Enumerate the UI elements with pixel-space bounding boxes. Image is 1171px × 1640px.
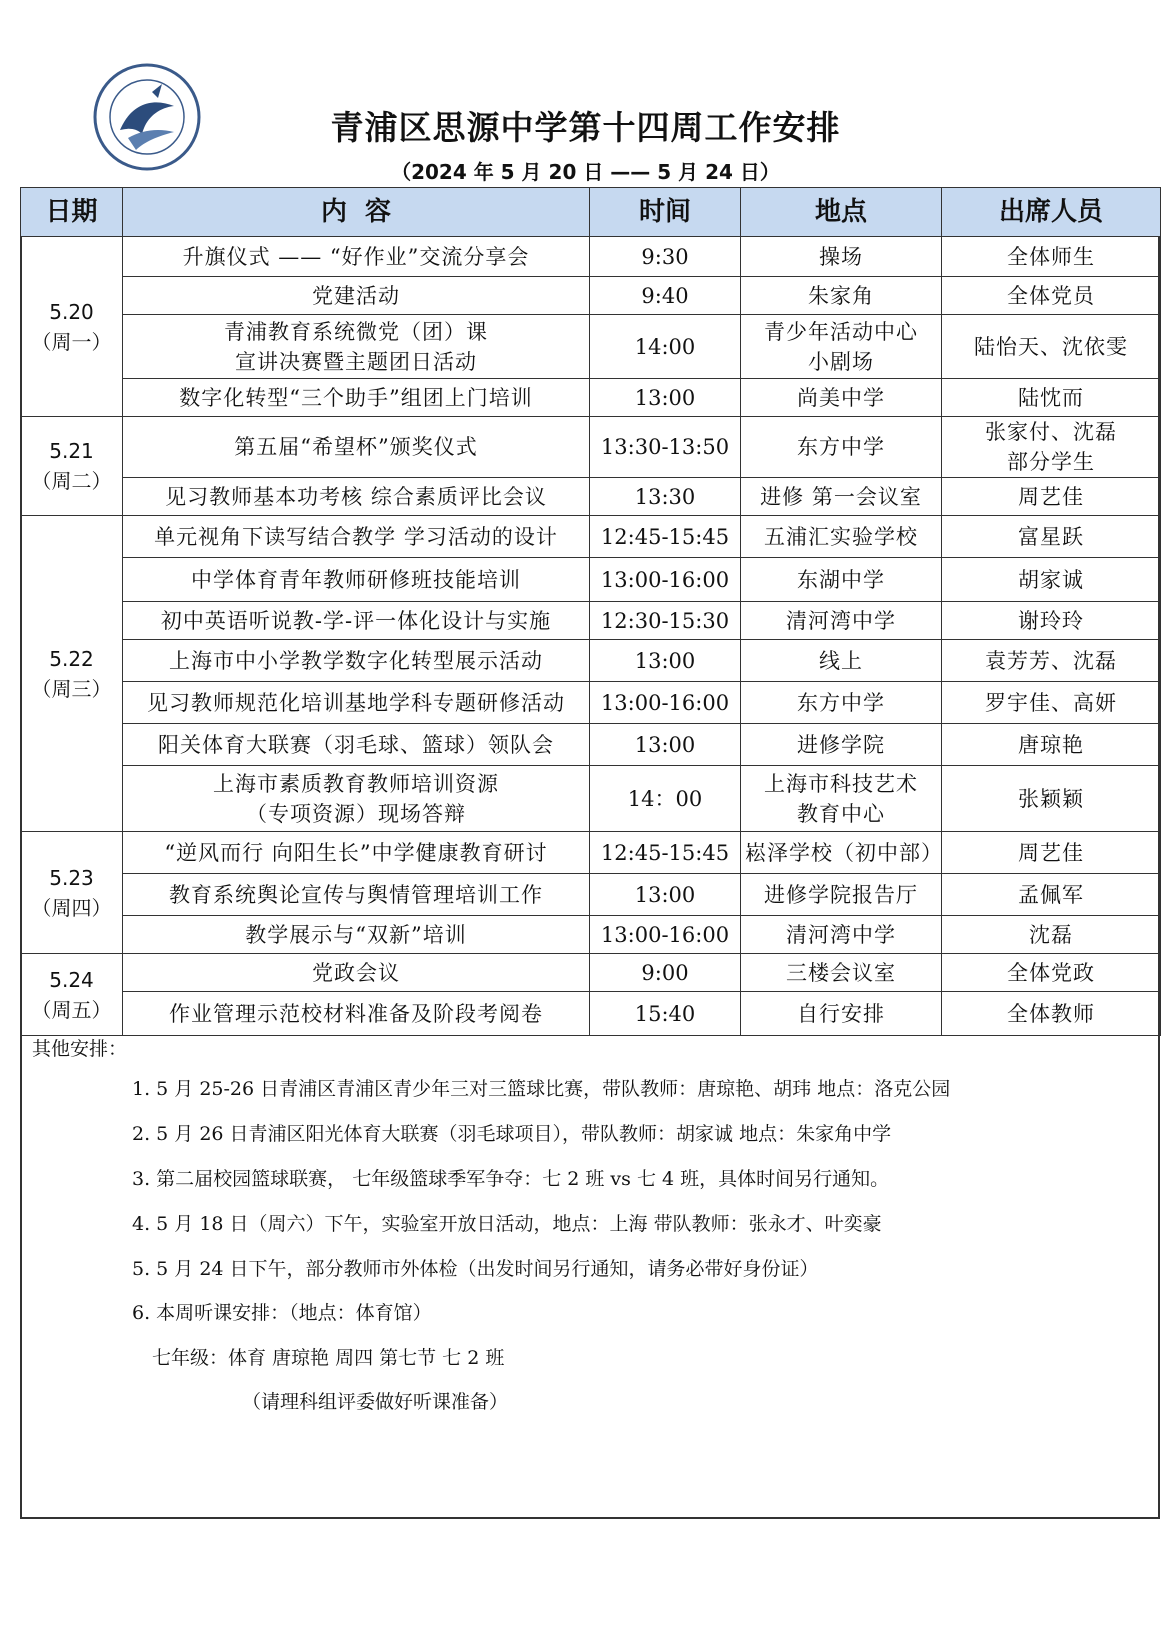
content-cell: 阳关体育大联赛（羽毛球、篮球）领队会	[123, 724, 590, 766]
table-row	[21, 766, 1161, 832]
table-row	[21, 478, 1161, 516]
attendees-cell: 胡家诚	[942, 558, 1161, 602]
content-cell: 党政会议	[123, 954, 590, 992]
other-item: 2. 5 月 26 日青浦区阳光体育大联赛（羽毛球项目），带队教师：胡家诚 地点：朱家角中学	[132, 1123, 892, 1145]
content-cell: 单元视角下读写结合教学 学习活动的设计	[123, 516, 590, 558]
date-label: 5.23	[49, 865, 94, 890]
time-cell: 13:00	[590, 379, 741, 417]
attendees-cell: 罗宇佳、高妍	[942, 682, 1161, 724]
place-cell: 崧泽学校（初中部）	[741, 832, 942, 874]
date-cell	[21, 516, 123, 832]
date-label: 5.21	[49, 439, 94, 463]
weekday-label: （周五）	[31, 997, 112, 1022]
table-row	[21, 724, 1161, 766]
other-item: 5. 5 月 24 日下午，部分教师市外体检（出发时间另行通知，请务必带好身份证）	[132, 1258, 819, 1280]
date-cell	[21, 417, 123, 516]
attendees-cell: 张颖颖	[942, 766, 1161, 832]
time-cell: 14:00	[590, 315, 741, 379]
table-row	[21, 277, 1161, 315]
date-label: 5.20	[49, 299, 94, 324]
attendees-cell: 陆怡天、沈依雯	[942, 315, 1161, 379]
table-row	[21, 417, 1161, 478]
time-cell: 13:30-13:50	[590, 417, 741, 478]
content-cell: 党建活动	[123, 277, 590, 315]
place-cell: 操场	[741, 237, 942, 277]
date-cell	[21, 954, 123, 1036]
place-cell: 东方中学	[741, 417, 942, 478]
table-row	[21, 832, 1161, 874]
attendees-cell: 孟佩军	[942, 874, 1161, 916]
table-row	[21, 237, 1161, 277]
place-cell: 朱家角	[741, 277, 942, 315]
col-header-time: 时间	[590, 188, 741, 237]
place-cell: 清河湾中学	[741, 916, 942, 954]
other-item: 1. 5 月 25-26 日青浦区青浦区青少年三对三篮球比赛，带队教师：唐琼艳、胡玮 地点：洛克公园	[132, 1078, 951, 1100]
time-cell: 9:30	[590, 237, 741, 277]
time-cell: 13:00	[590, 640, 741, 682]
place-cell: 进修 第一会议室	[741, 478, 942, 516]
listening-class-line: 七年级：体育 唐琼艳 周四 第七节 七 2 班	[152, 1347, 505, 1369]
place-cell: 尚美中学	[741, 379, 942, 417]
table-row	[21, 516, 1161, 558]
content-cell: 升旗仪式 —— “好作业”交流分享会	[123, 237, 590, 277]
content-cell: 上海市素质教育教师培训资源 （专项资源）现场答辩	[123, 766, 590, 832]
table-row	[21, 682, 1161, 724]
place-cell: 五浦汇实验学校	[741, 516, 942, 558]
other-item: 4. 5 月 18 日（周六）下午，实验室开放日活动，地点：上海 带队教师：张永才、叶奕豪	[132, 1213, 882, 1235]
place-cell: 东方中学	[741, 682, 942, 724]
weekday-label: （周一）	[31, 329, 112, 354]
col-header-date: 日期	[21, 188, 123, 237]
other-heading: 其他安排：	[32, 1038, 128, 1060]
date-label: 5.22	[49, 646, 94, 671]
attendees-cell: 全体党政	[942, 954, 1161, 992]
time-cell: 9:00	[590, 954, 741, 992]
place-cell: 进修学院报告厅	[741, 874, 942, 916]
attendees-cell: 陆忱而	[942, 379, 1161, 417]
content-cell: 第五届“希望杯”颁奖仪式	[123, 417, 590, 478]
place-cell: 清河湾中学	[741, 602, 942, 640]
content-cell: 教育系统舆论宣传与舆情管理培训工作	[123, 874, 590, 916]
place-cell: 青少年活动中心 小剧场	[741, 315, 942, 379]
listening-class-note: （请理科组评委做好听课准备）	[242, 1391, 509, 1413]
other-item: 3. 第二届校园篮球联赛， 七年级篮球季军争夺：七 2 班 vs 七 4 班，具体时间另行通知。	[132, 1168, 890, 1190]
time-cell: 14：00	[590, 766, 741, 832]
table-row	[21, 916, 1161, 954]
table-row	[21, 874, 1161, 916]
time-cell: 13:00-16:00	[590, 558, 741, 602]
table-row	[21, 558, 1161, 602]
content-cell: 中学体育青年教师研修班技能培训	[123, 558, 590, 602]
table-row	[21, 640, 1161, 682]
date-label: 5.24	[49, 967, 94, 992]
place-cell: 进修学院	[741, 724, 942, 766]
col-header-content: 内 容	[123, 188, 590, 237]
attendees-cell: 周艺佳	[942, 478, 1161, 516]
time-cell: 12:45-15:45	[590, 516, 741, 558]
attendees-cell: 袁芳芳、沈磊	[942, 640, 1161, 682]
attendees-cell: 唐琼艳	[942, 724, 1161, 766]
attendees-cell: 沈磊	[942, 916, 1161, 954]
attendees-cell: 全体师生	[942, 237, 1161, 277]
date-cell	[21, 237, 123, 417]
place-cell: 自行安排	[741, 992, 942, 1036]
content-cell: 教学展示与“双新”培训	[123, 916, 590, 954]
time-cell: 13:00-16:00	[590, 916, 741, 954]
date-cell	[21, 832, 123, 954]
col-header-place: 地点	[741, 188, 942, 237]
weekday-label: （周四）	[31, 895, 112, 920]
weekday-label: （周二）	[31, 469, 112, 493]
page-title: 青浦区思源中学第十四周工作安排	[330, 108, 841, 147]
attendees-cell: 周艺佳	[942, 832, 1161, 874]
attendees-cell: 富星跃	[942, 516, 1161, 558]
other-item: 6. 本周听课安排：（地点：体育馆）	[132, 1302, 432, 1324]
time-cell: 12:45-15:45	[590, 832, 741, 874]
weekday-label: （周三）	[31, 676, 112, 701]
table-row	[21, 992, 1161, 1036]
content-cell: 见习教师基本功考核 综合素质评比会议	[123, 478, 590, 516]
content-cell: 作业管理示范校材料准备及阶段考阅卷	[123, 992, 590, 1036]
time-cell: 13:00	[590, 874, 741, 916]
time-cell: 9:40	[590, 277, 741, 315]
place-cell: 上海市科技艺术 教育中心	[741, 766, 942, 832]
attendees-cell: 谢玲玲	[942, 602, 1161, 640]
time-cell: 13:00-16:00	[590, 682, 741, 724]
table-row	[21, 954, 1161, 992]
date-range: （2024 年 5 月 20 日 —— 5 月 24 日）	[391, 160, 780, 184]
content-cell: 上海市中小学教学数字化转型展示活动	[123, 640, 590, 682]
content-cell: 初中英语听说教-学-评一体化设计与实施	[123, 602, 590, 640]
place-cell: 东湖中学	[741, 558, 942, 602]
table-row	[21, 602, 1161, 640]
content-cell: “逆风而行 向阳生长”中学健康教育研讨	[123, 832, 590, 874]
content-cell: 青浦教育系统微党（团）课 宣讲决赛暨主题团日活动	[123, 315, 590, 379]
time-cell: 12:30-15:30	[590, 602, 741, 640]
table-row	[21, 379, 1161, 417]
time-cell: 13:00	[590, 724, 741, 766]
attendees-cell: 张家付、沈磊 部分学生	[942, 417, 1161, 478]
time-cell: 15:40	[590, 992, 741, 1036]
place-cell: 线上	[741, 640, 942, 682]
table-row	[21, 315, 1161, 379]
col-header-attendees: 出席人员	[942, 188, 1161, 237]
attendees-cell: 全体党员	[942, 277, 1161, 315]
place-cell: 三楼会议室	[741, 954, 942, 992]
schedule-table	[20, 187, 1161, 1036]
attendees-cell: 全体教师	[942, 992, 1161, 1036]
content-cell: 见习教师规范化培训基地学科专题研修活动	[123, 682, 590, 724]
content-cell: 数字化转型“三个助手”组团上门培训	[123, 379, 590, 417]
table-header-row	[21, 188, 1161, 237]
time-cell: 13:30	[590, 478, 741, 516]
